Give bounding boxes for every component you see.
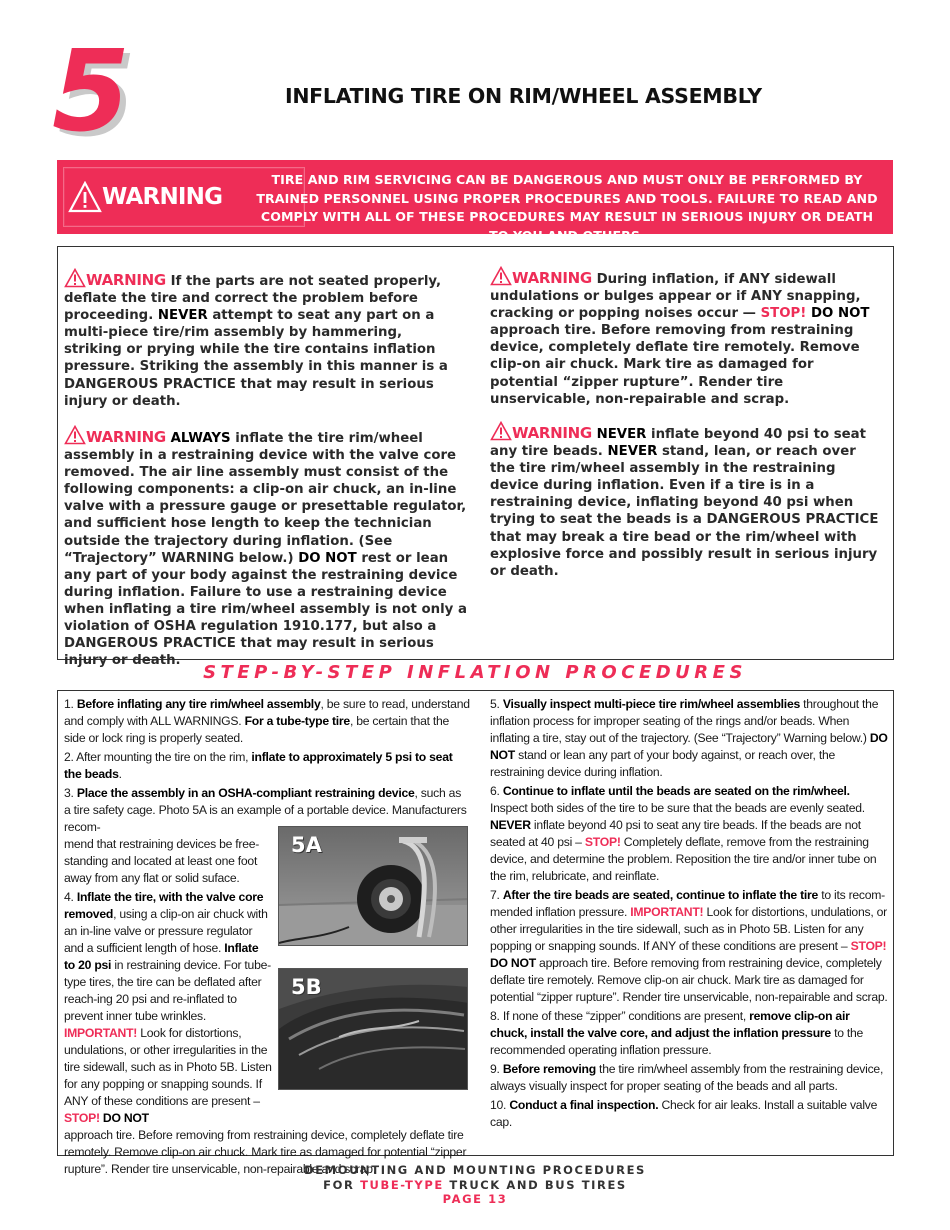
footer-text: FOR — [323, 1177, 361, 1192]
warning-always-inflate — [64, 425, 468, 669]
step-emphasis: For a tube-type tire — [244, 714, 350, 728]
step-number: 9. — [490, 1062, 503, 1076]
step-number: 10. — [490, 1098, 510, 1112]
step-text: Look for distortions, undulations, or other irregularities in the tire sidewall, such as in Photo 5B. Listen for any popping or snapping sounds. If ANY of these conditions are present – — [490, 905, 887, 953]
step-emphasis: DO NOT — [490, 731, 888, 762]
warning-text: inflate the tire rim/wheel assembly in a restraining device with the valve core removed. The air line assembly must consist of the following components: a clip-on air chuck, an in-line valve with a pressure gauge or presettable regulator, and sufficient hose length to keep the technician outside the trajectory during inflation. (See “Trajectory” WARNING below.) — [64, 431, 467, 566]
step-1 — [64, 696, 470, 747]
footer-highlight: TUBE-TYPE — [360, 1177, 444, 1192]
warning-triangle-icon — [64, 425, 86, 445]
section-title: STEP-BY-STEP INFLATION PROCEDURES — [203, 662, 747, 683]
step-number: 5. — [490, 697, 503, 711]
step-5 — [490, 696, 888, 781]
step-emphasis: Place the assembly in an OSHA-compliant restraining device — [76, 786, 415, 800]
step-text: inflate beyond 40 psi to seat any tire beads. If the beads are not seated at 40 psi – — [490, 818, 861, 849]
emphasis-never: NEVER — [607, 444, 658, 460]
warning-label: WARNING — [512, 269, 592, 287]
warning-text: If the parts are not seated properly, deflate the tire and correct the problem before proceeding. — [64, 274, 442, 324]
step-emphasis: NEVER — [490, 818, 531, 832]
step-text: . — [118, 767, 122, 781]
step-text: After mounting the tire on the rim, — [76, 750, 252, 764]
steps-right-column — [490, 696, 888, 1133]
warning-tag — [64, 428, 166, 446]
photo-label: 5B — [291, 975, 322, 999]
warning-never-exceed-40psi — [490, 421, 885, 580]
warning-text: attempt to seat any part on a multi-piece tire/rim assembly by hammering, striking or prying while the tire contains inflation pressure. Striking the assembly in this manner is a DANGEROUS PRACTICE that may result in serious injury or death. — [64, 308, 448, 409]
step-text: If none of these “zipper” conditions are present, — [502, 1009, 750, 1023]
stop-text: STOP! — [64, 1111, 100, 1125]
step-text: Check for air leaks. Install a suitable valve cap. — [490, 1098, 878, 1129]
step-emphasis: Conduct a final inspection. — [509, 1098, 659, 1112]
step-4 — [64, 889, 272, 1127]
chapter-number: 5 — [52, 27, 126, 157]
stop-text: STOP! — [760, 306, 807, 322]
warning-parts-not-seated — [64, 268, 462, 410]
page-title: INFLATING TIRE ON RIM/WHEEL ASSEMBLY — [285, 84, 762, 108]
page-footer — [0, 1163, 950, 1207]
warning-tag — [490, 424, 592, 442]
warning-text: rest or lean any part of your body against the restraining device during inflation. Failure to use a restraining device when inflating a tire rim/wheel assembly is not only a violation of OSHA regulation 1910.177, but also a DANGEROUS PRACTICE that may result in serious injury or death. — [64, 550, 467, 669]
step-text: , be certain that the side or lock ring is properly seated. — [64, 714, 450, 745]
step-text: stand or lean any part of your body against, or reach over, the restraining device during inflation. — [490, 748, 836, 779]
step-text: throughout the inflation process for improper seating of the rings and/or beads. When inflating a tire, stay out of the trajectory. (See “Trajectory” Warning below.) — [490, 697, 879, 745]
banner-text: TIRE AND RIM SERVICING CAN BE DANGEROUS AND MUST ONLY BE PERFORMED BY TRAINED PERSONNEL USING PROPER PROCEDURES AND TOOLS. FAILURE TO READ AND COMPLY WITH ALL OF THESE PROCEDURES MAY RESULT IN SERIOUS INJURY OR DEATH TO YOU AND OTHERS. — [256, 172, 878, 243]
footer-text: TRUCK AND BUS TIRES — [443, 1177, 627, 1192]
step-emphasis: DO NOT — [490, 956, 536, 970]
step-2 — [64, 749, 470, 783]
steps-left-column — [64, 696, 470, 1180]
step-10 — [490, 1097, 888, 1131]
step-text: to its recom-mended inflation pressure. — [490, 888, 885, 919]
step-9 — [490, 1061, 888, 1095]
step-number: 3. — [64, 786, 77, 800]
warning-label: WARNING — [86, 428, 166, 446]
step-number: 7. — [490, 888, 503, 902]
step-text: Inspect both sides of the tire to be sure that the beads are evenly seated. — [490, 801, 865, 815]
step-number: 4. — [64, 890, 77, 904]
warning-tag — [64, 271, 166, 289]
emphasis-always: ALWAYS — [170, 431, 231, 446]
step-text: to the recommended operating inflation pressure. — [490, 1026, 864, 1057]
page-number: PAGE 13 — [442, 1192, 508, 1206]
step-emphasis: inflate to approximately 5 psi to seat the beads — [64, 750, 453, 781]
step-emphasis: remove clip-on air chuck, install the valve core, and adjust the inflation pressure — [490, 1009, 850, 1040]
emphasis-do-not: DO NOT — [298, 550, 357, 566]
warning-triangle-icon — [490, 421, 512, 441]
step-emphasis: Visually inspect multi-piece tire rim/wheel assemblies — [502, 697, 800, 711]
stop-text: STOP! — [584, 835, 621, 849]
warning-sidewall-undulations — [490, 266, 885, 408]
step-text: , be sure to read, understand and comply with ALL WARNINGS. — [64, 697, 470, 728]
step-text: approach tire. Before removing from restraining device, completely deflate tire remotely. Remove clip-on air chuck. Mark tire as damaged for potential “zipper rupture”. Render tire unservicable, non-repairable and scrap. — [64, 1128, 467, 1176]
step-emphasis: Before removing — [502, 1062, 596, 1076]
step-number: 8. — [490, 1009, 503, 1023]
step-emphasis: DO NOT — [99, 1111, 149, 1125]
step-text: mend that restraining devices be free-standing and located at least one foot away from any flat or solid suface. — [64, 837, 260, 885]
step-text: Look for distortions, undulations, or other irregularities in the tire sidewall, such as in Photo 5B. Listen for any popping or snapping sounds. If ANY of these conditions are present – — [64, 1026, 272, 1108]
step-number: 2. — [64, 750, 77, 764]
step-emphasis: Inflate the tire, with the valve core removed — [64, 890, 264, 921]
step-emphasis: Inflate to 20 psi — [64, 941, 259, 972]
photo-label: 5A — [291, 833, 322, 857]
step-text: approach tire. Before removing from restraining device, completely deflate tire remotely. Remove clip-on air chuck. Mark tire as damaged for potential “zipper rupture”. Render tire unservicable, non-repairable and scrap. — [490, 956, 888, 1004]
step-3-continued — [64, 836, 264, 887]
warning-triangle-icon — [68, 181, 102, 213]
footer-line-1: DEMOUNTING AND MOUNTING PROCEDURES — [304, 1163, 646, 1177]
warning-text: During inflation, if ANY sidewall undulations or bulges appear or if ANY snapping, cracking or popping noises occur — — [490, 272, 861, 322]
banner-warning-label: WARNING — [102, 184, 223, 210]
step-number: 6. — [490, 784, 503, 798]
step-number: 1. — [64, 697, 77, 711]
warning-banner — [57, 160, 893, 243]
warning-label: WARNING — [86, 271, 166, 289]
warning-label: WARNING — [512, 424, 592, 442]
important-text: IMPORTANT! — [64, 1026, 138, 1040]
warning-text: inflate beyond 40 psi to seat any tire beads. — [490, 427, 866, 460]
warning-tag — [490, 269, 592, 287]
step-text: Completely deflate, remove from the restraining device, and determine the problem. Reposition the tire and/or inner tube on the rim, relubricate, and reinflate. — [490, 835, 877, 883]
warning-text: stand, lean, or reach over the tire rim/wheel assembly in the restraining device during inflation. Even if a tire is in a restraining device, inflating beyond 40 psi when trying to seat the beads is a DANGEROUS PRACTICE that may break a tire bead or the rim/wheel with explosive force and possibly result in serious injury or death. — [490, 444, 879, 579]
step-text: in restraining device. For tube-type tires, the tire can be deflated after reach-ing 20 psi and re-inflated to prevent inner tube wrinkles. — [64, 958, 271, 1023]
emphasis-never: NEVER — [596, 427, 647, 442]
step-emphasis: After the tire beads are seated, continue to inflate the tire — [502, 888, 819, 902]
step-emphasis: Before inflating any tire rim/wheel assembly — [76, 697, 321, 711]
step-emphasis: Continue to inflate until the beads are seated on the rim/wheel. — [502, 784, 850, 798]
warning-triangle-icon — [490, 266, 512, 286]
step-text: , such as a tire safety cage. Photo 5A is an example of a portable device. Manufacturers recom- — [64, 786, 467, 834]
step-7 — [490, 887, 888, 1006]
step-text: the tire rim/wheel assembly from the restraining device, always visually inspect for proper seating of the beads and all parts. — [490, 1062, 884, 1093]
emphasis-never: NEVER — [157, 308, 208, 324]
warning-triangle-icon — [64, 268, 86, 288]
emphasis-do-not: DO NOT — [806, 306, 870, 322]
step-6 — [490, 783, 888, 885]
step-text: , using a clip-on air chuck with an in-line valve or pressure regulator and a sufficient length of hose. — [64, 907, 268, 955]
footer-line-2 — [0, 1178, 950, 1193]
warning-text: approach tire. Before removing from restraining device, completely deflate tire remotely. Remove clip-on air chuck. Mark tire as damaged for potential “zipper rupture”. Render tire unservicable, non-repairable and scrap. — [490, 323, 860, 407]
step-8 — [490, 1008, 888, 1059]
step-3 — [64, 785, 470, 836]
stop-text: STOP! — [850, 939, 887, 953]
important-text: IMPORTANT! — [630, 905, 704, 919]
